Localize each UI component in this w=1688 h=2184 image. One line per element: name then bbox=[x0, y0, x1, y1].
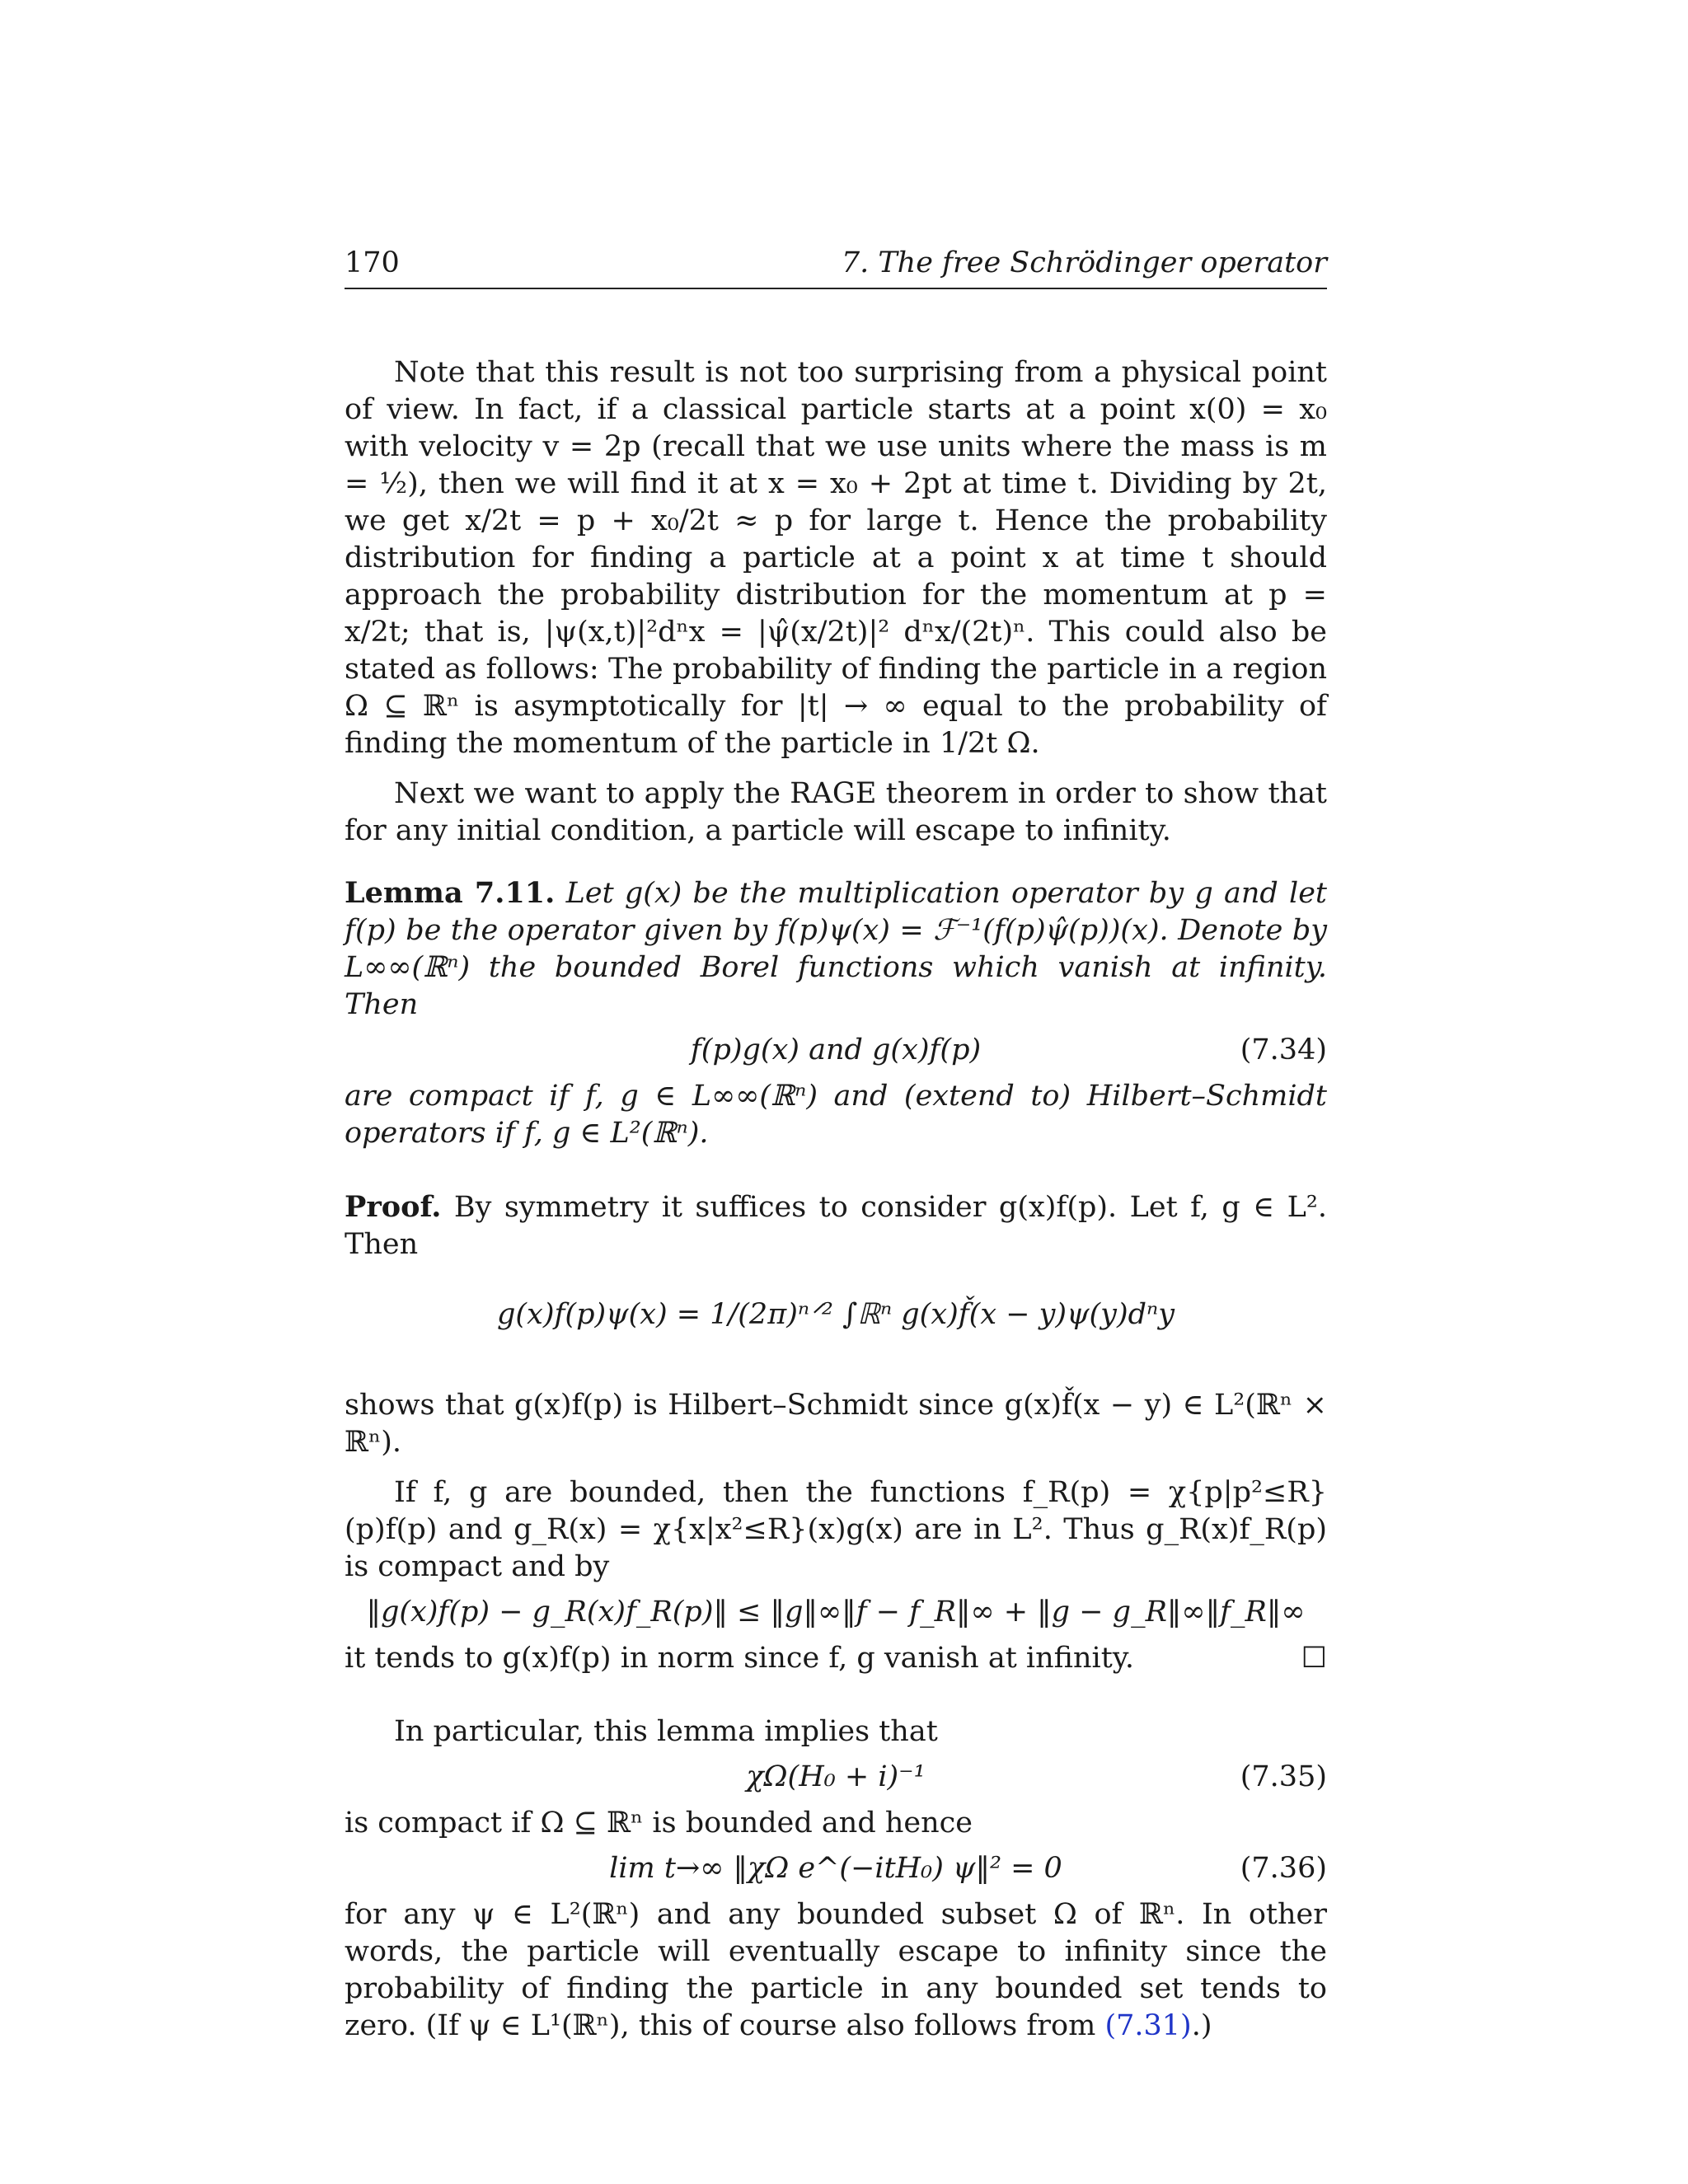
proof-start bbox=[345, 1188, 1327, 1263]
page-body bbox=[345, 354, 1327, 2045]
equation-integral-body: g(x)f(p)ψ(x) = 1/(2π)ⁿᐟ² ∫ℝⁿ g(x)f̌(x − y)ψ(y)dⁿy bbox=[497, 1298, 1175, 1331]
lemma-7-11 bbox=[345, 874, 1327, 1024]
proof-text-1: By symmetry it suffices to consider g(x)f(p). Let f, g ∈ L². Then bbox=[345, 1191, 1327, 1261]
equation-7-36-number: (7.36) bbox=[1240, 1852, 1327, 1885]
after-text-3-body: for any ψ ∈ L²(ℝⁿ) and any bounded subset Ω of ℝⁿ. In other words, the particle will eventually escape to infinity since the probability of finding the particle in any bounded set tends to zero. (If ψ ∈ L¹(ℝⁿ), this of course also follows from bbox=[345, 1898, 1327, 2042]
paragraph-rage-intro: Next we want to apply the RAGE theorem in order to show that for any initial condition, a particle will escape to infinity. bbox=[345, 777, 1327, 847]
proof-label: Proof. bbox=[345, 1190, 442, 1224]
equation-7-35-number: (7.35) bbox=[1240, 1760, 1327, 1793]
page-number: 170 bbox=[345, 246, 400, 279]
after-text-3-end: .) bbox=[1191, 2009, 1212, 2042]
equation-7-34 bbox=[345, 1024, 1327, 1078]
equation-7-34-body: f(p)g(x) and g(x)f(p) bbox=[690, 1033, 982, 1066]
proof-text-4 bbox=[345, 1640, 1327, 1677]
lemma-conclusion: are compact if f, g ∈ L∞∞(ℝⁿ) and (extend to) Hilbert–Schmidt operators if f, g ∈ L²(ℝⁿ). bbox=[345, 1080, 1327, 1150]
equation-7-35-body: χΩ(H₀ + i)⁻¹ bbox=[746, 1760, 926, 1793]
after-text-1: In particular, this lemma implies that bbox=[394, 1715, 938, 1748]
qed-symbol: ☐ bbox=[1301, 1642, 1327, 1675]
equation-7-36-body: lim t→∞ ‖χΩ e^(−itH₀) ψ‖² = 0 bbox=[609, 1852, 1062, 1885]
proof-text-2: shows that g(x)f(p) is Hilbert–Schmidt since g(x)f̌(x − y) ∈ L²(ℝⁿ × ℝⁿ). bbox=[345, 1389, 1327, 1459]
proof-text-3: If f, g are bounded, then the functions f_R(p) = χ{p|p²≤R}(p)f(p) and g_R(x) = χ{x|x²≤R}(x)g(x) are in L². Thus g_R(x)f_R(p) is compact and by bbox=[345, 1476, 1327, 1583]
running-header bbox=[345, 245, 1327, 289]
equation-reference-link[interactable]: (7.31) bbox=[1104, 2009, 1192, 2042]
equation-7-35 bbox=[345, 1750, 1327, 1805]
equation-7-36 bbox=[345, 1842, 1327, 1896]
equation-integral-kernel bbox=[345, 1263, 1327, 1387]
lemma-label: Lemma 7.11. bbox=[345, 876, 556, 910]
after-text-3 bbox=[345, 1896, 1327, 2045]
equation-7-34-number: (7.34) bbox=[1240, 1033, 1327, 1066]
after-text-2: is compact if Ω ⊆ ℝⁿ is bounded and hence bbox=[345, 1807, 973, 1840]
paragraph-physical-interpretation: Note that this result is not too surprising from a physical point of view. In fact, if a classical particle starts at a point x(0) = x₀ with velocity v = 2p (recall that we use units where the mass is m = ½), then we will find it at x = x₀ + 2pt at time t. Dividing by 2t, we get x/2t = p + x₀/2t ≈ p for large t. Hence the probability distribution for finding a particle at a point x at time t should approach the probability distribution for the momentum at p = x/2t; that is, |ψ(x,t)|²dⁿx = |ψ̂(x/2t)|² dⁿx/(2t)ⁿ. This could also be stated as follows: The probability of finding the particle in a region Ω ⊆ ℝⁿ is asymptotically for |t| → ∞ equal to the probability of finding the momentum of the particle in 1/2t Ω. bbox=[345, 356, 1327, 760]
equation-norm-estimate bbox=[345, 1586, 1327, 1640]
page bbox=[345, 0, 1327, 2184]
chapter-title: 7. The free Schrödinger operator bbox=[841, 246, 1327, 279]
equation-norm-body: ‖g(x)f(p) − g_R(x)f_R(p)‖ ≤ ‖g‖∞‖f − f_R‖∞ + ‖g − g_R‖∞‖f_R‖∞ bbox=[366, 1596, 1306, 1629]
lemma-text: Let g(x) be the multiplication operator by g and let f(p) be the operator given by f(p)ψ(x) = ℱ⁻¹(f(p)ψ̂(p))(x). Denote by L∞∞(ℝⁿ) the bounded Borel functions which vanish at infinity. Then bbox=[345, 877, 1327, 1021]
proof-conclusion: it tends to g(x)f(p) in norm since f, g vanish at infinity. bbox=[345, 1642, 1135, 1675]
